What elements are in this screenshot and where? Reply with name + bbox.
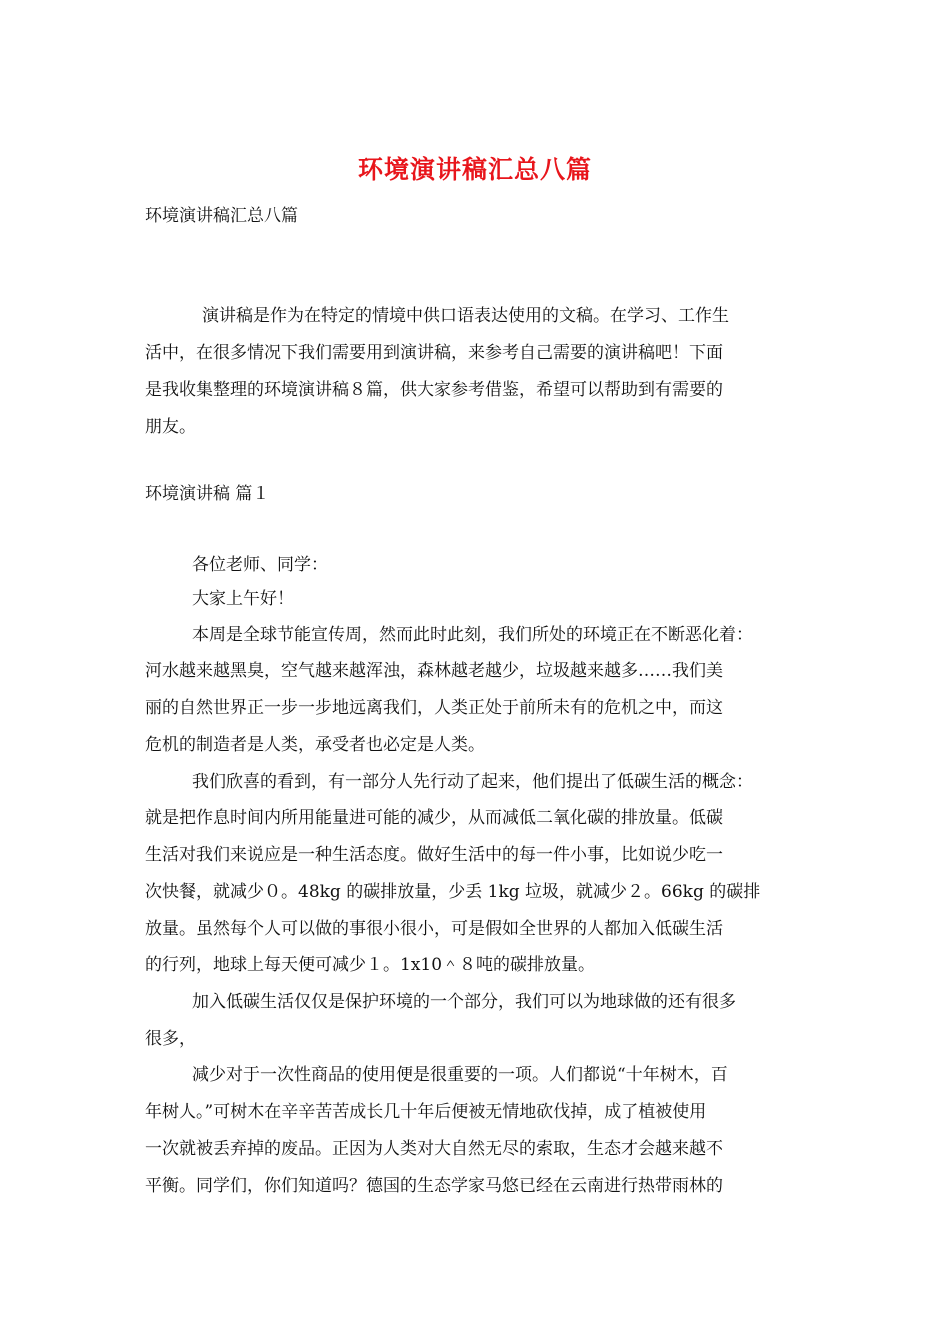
body-line: 平衡。同学们，你们知道吗？德国的生态学家马悠已经在云南进行热带雨林的 [145, 1176, 723, 1196]
body-line: 的行列，地球上每天便可减少１。1x10＾８吨的碳排放量。 [145, 955, 596, 975]
body-line: 河水越来越黑臭，空气越来越浑浊，森林越老越少，垃圾越来越多……我们美 [145, 661, 723, 681]
body-line: 各位老师、同学： [192, 555, 328, 575]
intro-line: 是我收集整理的环境演讲稿８篇，供大家参考借鉴，希望可以帮助到有需要的 [145, 380, 723, 400]
intro-line: 朋友。 [145, 417, 196, 437]
intro-line: 活中，在很多情况下我们需要用到演讲稿，来参考自己需要的演讲稿吧！下面 [145, 343, 723, 363]
section-heading: 环境演讲稿 篇１ [145, 484, 270, 504]
body-line: 年树人。”可树木在辛辛苦苦成长几十年后便被无情地砍伐掉，成了植被使用 [145, 1102, 707, 1122]
body-line: 丽的自然世界正一步一步地远离我们，人类正处于前所未有的危机之中，而这 [145, 698, 723, 718]
body-line: 减少对于一次性商品的使用便是很重要的一项。人们都说“十年树木，百 [192, 1065, 728, 1085]
document-subtitle: 环境演讲稿汇总八篇 [145, 206, 298, 226]
body-line: 放量。虽然每个人可以做的事很小很小，可是假如全世界的人都加入低碳生活 [145, 919, 723, 939]
intro-line: 演讲稿是作为在特定的情境中供口语表达使用的文稿。在学习、工作生 [202, 306, 729, 326]
body-line: 加入低碳生活仅仅是保护环境的一个部分，我们可以为地球做的还有很多 [192, 992, 736, 1012]
body-line: 危机的制造者是人类，承受者也必定是人类。 [145, 735, 485, 755]
body-line: 生活对我们来说应是一种生活态度。做好生活中的每一件小事，比如说少吃一 [145, 845, 723, 865]
body-line: 就是把作息时间内所用能量进可能的减少，从而减低二氧化碳的排放量。低碳 [145, 808, 723, 828]
body-line: 一次就被丢弃掉的废品。正因为人类对大自然无尽的索取，生态才会越来越不 [145, 1139, 723, 1159]
body-line: 本周是全球节能宣传周，然而此时此刻，我们所处的环境正在不断恶化着： [192, 625, 753, 645]
body-line: 很多， [145, 1029, 196, 1049]
body-line: 次快餐，就减少０。48kg 的碳排放量，少丢 1kg 垃圾，就减少２。66kg 的碳排 [145, 882, 761, 902]
document-title: 环境演讲稿汇总八篇 [357, 155, 592, 184]
body-line: 大家上午好！ [192, 589, 294, 609]
body-line: 我们欣喜的看到，有一部分人先行动了起来，他们提出了低碳生活的概念： [192, 772, 753, 792]
